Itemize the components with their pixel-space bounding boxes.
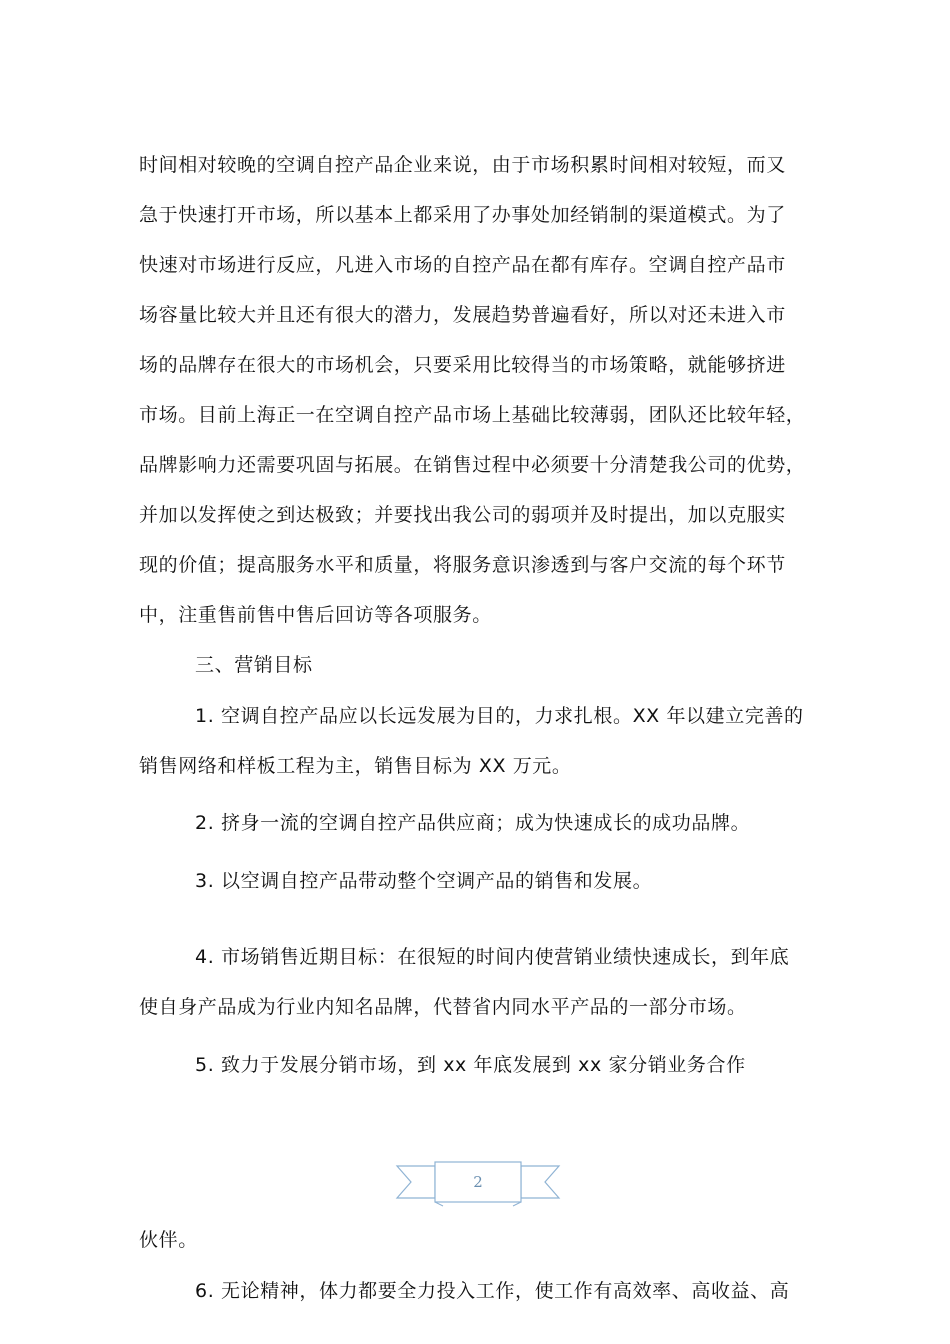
list-item-1: 1. 空调自控产品应以长远发展为目的，力求扎根。XX 年以建立完善的 xyxy=(195,705,804,727)
list-item-6: 6. 无论精神，体力都要全力投入工作，使工作有高效率、高收益、高 xyxy=(195,1280,790,1302)
paragraph-line: 中，注重售前售中售后回访等各项服务。 xyxy=(139,604,492,626)
paragraph-line: 急于快速打开市场，所以基本上都采用了办事处加经销制的渠道模式。为了 xyxy=(139,204,786,226)
paragraph-line: 现的价值；提高服务水平和质量，将服务意识渗透到与客户交流的每个环节 xyxy=(139,554,786,576)
list-item-5: 5. 致力于发展分销市场，到 xx 年底发展到 xx 家分销业务合作 xyxy=(195,1054,746,1076)
section-heading: 三、营销目标 xyxy=(195,654,313,676)
paragraph-line: 场容量比较大并且还有很大的潜力，发展趋势普遍看好，所以对还未进入市 xyxy=(139,304,786,326)
list-item-3: 3. 以空调自控产品带动整个空调产品的销售和发展。 xyxy=(195,870,653,892)
paragraph-line: 品牌影响力还需要巩固与拓展。在销售过程中必须要十分清楚我公司的优势， xyxy=(139,454,806,476)
paragraph-line: 场的品牌存在很大的市场机会，只要采用比较得当的市场策略，就能够挤进 xyxy=(139,354,786,376)
list-item-2: 2. 挤身一流的空调自控产品供应商；成为快速成长的成功品牌。 xyxy=(195,812,751,834)
paragraph-line: 市场。目前上海正一在空调自控产品市场上基础比较薄弱，团队还比较年轻， xyxy=(139,404,806,426)
paragraph-line: 并加以发挥使之到达极致；并要找出我公司的弱项并及时提出，加以克服实 xyxy=(139,504,786,526)
paragraph-line: 时间相对较晚的空调自控产品企业来说，由于市场积累时间相对较短，而又 xyxy=(139,154,786,176)
paragraph-line: 伙伴。 xyxy=(139,1229,198,1251)
list-item-4: 4. 市场销售近期目标：在很短的时间内使营销业绩快速成长，到年底 xyxy=(195,946,790,968)
list-item-4-continued: 使自身产品成为行业内知名品牌，代替省内同水平产品的一部分市场。 xyxy=(139,996,747,1018)
list-item-1-continued: 销售网络和样板工程为主，销售目标为 XX 万元。 xyxy=(139,755,572,777)
page-footer-ornament xyxy=(395,1160,561,1208)
page-number: 2 xyxy=(473,1173,483,1191)
paragraph-line: 快速对市场进行反应，凡进入市场的自控产品在都有库存。空调自控产品市 xyxy=(139,254,786,276)
